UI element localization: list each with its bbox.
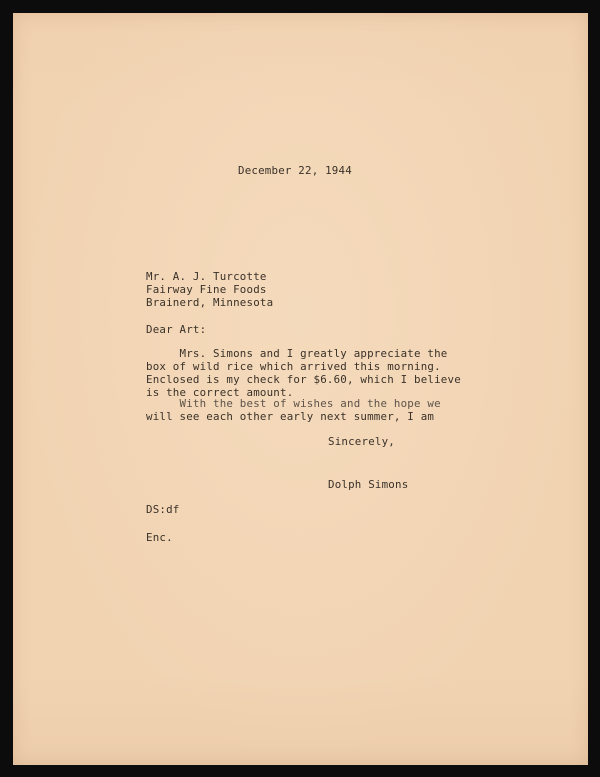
body-paragraph-2-line: With the best of wishes and the hope we xyxy=(146,397,441,410)
enclosure-notation: Enc. xyxy=(146,531,173,544)
signature-name: Dolph Simons xyxy=(328,478,409,491)
typist-initials: DS:df xyxy=(146,503,180,516)
recipient-name: Mr. A. J. Turcotte xyxy=(146,270,267,283)
salutation: Dear Art: xyxy=(146,323,207,336)
letter-date: December 22, 1944 xyxy=(238,164,352,177)
closing: Sincerely, xyxy=(328,435,396,448)
body-paragraph-1-line: Mrs. Simons and I greatly appreciate the xyxy=(146,347,448,360)
body-paragraph-1-line: is the correct amount. xyxy=(146,386,294,399)
body-paragraph-2-line: will see each other early next summer, I am xyxy=(146,410,435,423)
body-paragraph-1-line: Enclosed is my check for $6.60, which I believe xyxy=(146,373,461,386)
letter-page xyxy=(13,13,588,765)
body-paragraph-1-line: box of wild rice which arrived this morning. xyxy=(146,360,441,373)
recipient-company: Fairway Fine Foods xyxy=(146,283,267,296)
recipient-location: Brainerd, Minnesota xyxy=(146,296,274,309)
